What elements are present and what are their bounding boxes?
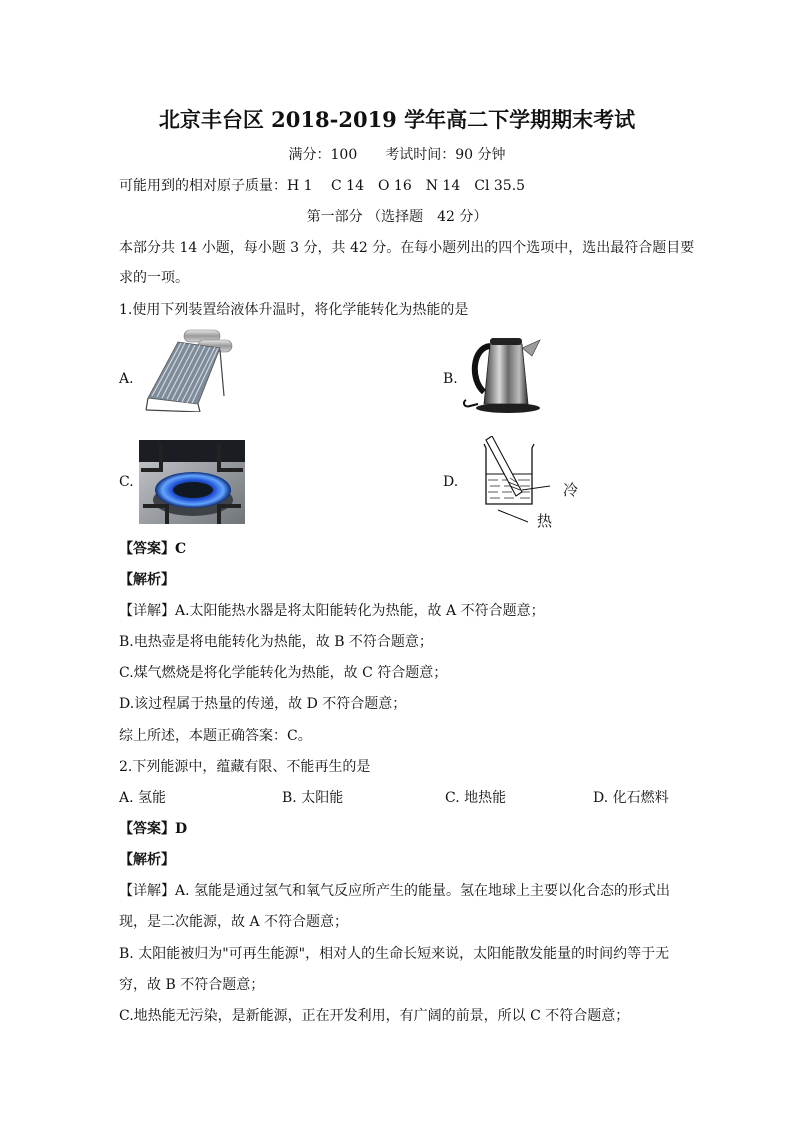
q1-analysis-heading: 【解析】 <box>119 572 175 588</box>
instruction-line-2: 求的一项。 <box>119 270 189 286</box>
part-heading: 第一部分 （选择题 42 分） <box>306 209 488 225</box>
option-d-label: D. <box>443 474 459 490</box>
q1-explanation-line: 【详解】A.太阳能热水器是将太阳能转化为热能，故 A 不符合题意； <box>119 603 545 619</box>
q2-explanation-line: 现，是二次能源，故 A 不符合题意； <box>119 914 349 930</box>
q1-answer: 【答案】C <box>119 541 187 557</box>
q2-answer: 【答案】D <box>119 821 188 837</box>
question-1-stem: 1.使用下列装置给液体升温时，将化学能转化为热能的是 <box>119 302 469 318</box>
atomic-mass-line: 可能用到的相对原子质量：H 1 C 14 O 16 N 14 Cl 35.5 <box>119 178 526 194</box>
q2-option-b: B. 太阳能 <box>282 790 344 806</box>
cold-label: 冷 <box>563 481 579 499</box>
q2-explanation-line: C.地热能无污染，是新能源，正在开发利用，有广阔的前景，所以 C 不符合题意； <box>119 1008 630 1024</box>
q1-explanation-line: 综上所述，本题正确答案：C。 <box>119 728 312 744</box>
q2-option-d: D. 化石燃料 <box>593 790 669 806</box>
q1-explanation-line: D.该过程属于热量的传递，故 D 不符合题意； <box>119 696 407 712</box>
q2-explanation-line: 【详解】A. 氢能是通过氢气和氧气反应所产生的能量。氢在地球上主要以化合态的形式出 <box>119 883 671 899</box>
question-2-stem: 2.下列能源中，蕴藏有限、不能再生的是 <box>119 759 371 775</box>
q2-explanation-line: 穷，故 B 不符合题意； <box>119 977 265 993</box>
electric-kettle-icon <box>462 330 546 414</box>
option-a-label: A. <box>119 371 134 387</box>
q1-explanation-line: B.电热壶是将电能转化为热能，故 B 不符合题意； <box>119 634 433 650</box>
hot-label: 热 <box>537 512 553 530</box>
option-c-label: C. <box>119 474 134 490</box>
score-time-line: 满分：100 考试时间：90 分钟 <box>288 147 506 163</box>
q2-option-a: A. 氢能 <box>119 790 167 806</box>
q2-explanation-line: B. 太阳能被归为"可再生能源"，相对人的生命长短来说，太阳能散发能量的时间约等于无 <box>119 946 670 962</box>
option-b-label: B. <box>443 371 458 387</box>
page-title: 北京丰台区 2018-2019 学年高二下学期期末考试 <box>158 107 636 132</box>
gas-stove-flame-icon <box>139 440 245 524</box>
q2-option-c: C. 地热能 <box>445 790 507 806</box>
solar-water-heater-icon <box>138 326 234 412</box>
q2-analysis-heading: 【解析】 <box>119 852 175 868</box>
q1-explanation-line: C.煤气燃烧是将化学能转化为热能，故 C 符合题意； <box>119 665 448 681</box>
instruction-line-1: 本部分共 14 小题，每小题 3 分，共 42 分。在每小题列出的四个选项中，选出最符合题目要 <box>119 240 695 256</box>
